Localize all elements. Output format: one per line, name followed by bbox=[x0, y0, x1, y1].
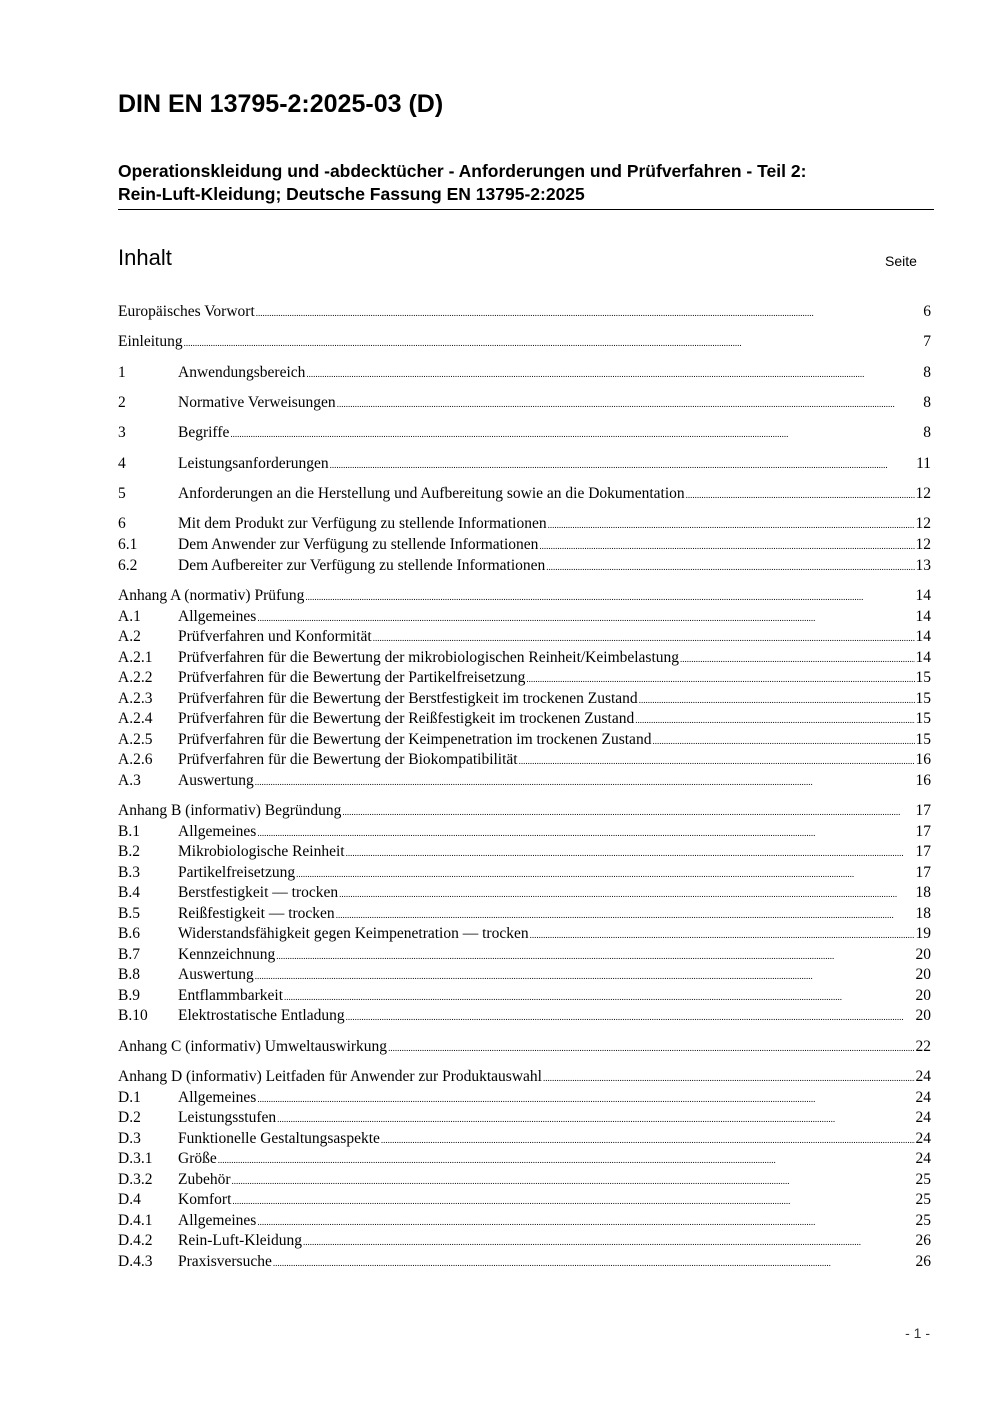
toc-entry-page: 24 bbox=[915, 1109, 931, 1126]
toc-entry[interactable] bbox=[118, 363, 931, 383]
toc-entry-number: D.3.1 bbox=[118, 1150, 153, 1167]
toc-entry-page: 26 bbox=[915, 1232, 931, 1249]
toc-leader-dots bbox=[519, 750, 915, 771]
toc-entry-number: A.3 bbox=[118, 772, 141, 789]
toc-entry[interactable] bbox=[118, 801, 931, 821]
toc-entry-number: D.4.1 bbox=[118, 1212, 153, 1229]
toc-entry-number: A.2.6 bbox=[118, 751, 153, 768]
toc-entry-number: D.1 bbox=[118, 1089, 141, 1106]
toc-leader-dots bbox=[230, 423, 922, 444]
toc-entry[interactable] bbox=[118, 302, 931, 322]
toc-leader-dots bbox=[303, 1231, 915, 1252]
toc-entry-title: Auswertung bbox=[178, 772, 254, 789]
toc-leader-dots bbox=[342, 801, 914, 822]
toc-entry-number: B.4 bbox=[118, 884, 140, 901]
toc-entry-page: 11 bbox=[916, 455, 931, 472]
toc-entry-title: Normative Verweisungen bbox=[178, 394, 336, 411]
toc-leader-dots bbox=[184, 332, 923, 353]
toc-entry[interactable] bbox=[118, 904, 931, 924]
toc-entry-title: Prüfverfahren für die Bewertung der Berstfestigkeit im trockenen Zustand bbox=[178, 690, 638, 707]
toc-entry[interactable] bbox=[118, 1149, 931, 1169]
toc-entry-title: Partikelfreisetzung bbox=[178, 864, 296, 881]
toc-entry[interactable] bbox=[118, 454, 931, 474]
toc-entry-page: 24 bbox=[915, 1068, 931, 1085]
toc-leader-dots bbox=[330, 454, 915, 475]
toc-entry-title: Allgemeines bbox=[178, 1089, 257, 1106]
toc-entry[interactable] bbox=[118, 709, 931, 729]
toc-entry-number: B.5 bbox=[118, 905, 140, 922]
toc-entry[interactable] bbox=[118, 1211, 931, 1231]
toc-entry[interactable] bbox=[118, 863, 931, 883]
toc-entry-number: 6.2 bbox=[118, 557, 138, 574]
toc-entry-number: A.2.4 bbox=[118, 710, 153, 727]
toc-leader-dots bbox=[232, 1190, 914, 1211]
toc-leader-dots bbox=[388, 1037, 914, 1058]
toc-entry-page: 24 bbox=[915, 1130, 931, 1147]
toc-entry-page: 8 bbox=[923, 394, 931, 411]
toc-entry[interactable] bbox=[118, 484, 931, 504]
toc-entry[interactable] bbox=[118, 842, 931, 862]
toc-entry-page: 22 bbox=[915, 1038, 931, 1055]
toc-entry-number: D.3.2 bbox=[118, 1171, 153, 1188]
toc-entry[interactable] bbox=[118, 556, 931, 576]
toc-entry-number: D.4 bbox=[118, 1191, 141, 1208]
toc-entry-number: B.9 bbox=[118, 987, 140, 1004]
toc-entry-number: 4 bbox=[118, 455, 126, 472]
toc-entry[interactable] bbox=[118, 393, 931, 413]
toc-entry[interactable] bbox=[118, 1088, 931, 1108]
toc-entry-page: 12 bbox=[915, 536, 931, 553]
toc-leader-dots bbox=[276, 945, 914, 966]
toc-leader-dots bbox=[257, 1088, 914, 1109]
toc-leader-dots bbox=[296, 863, 914, 884]
toc-leader-dots bbox=[346, 1006, 915, 1027]
toc-leader-dots bbox=[686, 484, 915, 505]
toc-entry-number: A.2.1 bbox=[118, 649, 153, 666]
toc-entry-title: Mit dem Produkt zur Verfügung zu stellende Informationen bbox=[178, 515, 547, 532]
toc-entry-title: Entflammbarkeit bbox=[178, 987, 284, 1004]
toc-entry-number: B.3 bbox=[118, 864, 140, 881]
toc-leader-dots bbox=[635, 709, 914, 730]
toc-entry[interactable] bbox=[118, 986, 931, 1006]
toc-leader-dots bbox=[257, 1211, 914, 1232]
toc-entry-page: 20 bbox=[915, 966, 931, 983]
toc-leader-dots bbox=[381, 1129, 915, 1150]
toc-leader-dots bbox=[652, 730, 914, 751]
toc-leader-dots bbox=[373, 627, 915, 648]
toc-entry-title: Mikrobiologische Reinheit bbox=[178, 843, 345, 860]
toc-entry-page: 25 bbox=[915, 1171, 931, 1188]
toc-entry[interactable] bbox=[118, 689, 931, 709]
toc-entry-page: 15 bbox=[915, 690, 931, 707]
toc-entry-title: Reißfestigkeit — trocken bbox=[178, 905, 335, 922]
toc-entry-page: 15 bbox=[915, 669, 931, 686]
toc-entry[interactable] bbox=[118, 1108, 931, 1128]
toc-leader-dots bbox=[680, 648, 914, 669]
toc-entry-title: Begriffe bbox=[178, 424, 230, 441]
toc-entry-title: Kennzeichnung bbox=[178, 946, 276, 963]
toc-leader-dots bbox=[256, 302, 922, 323]
toc-entry-title: Auswertung bbox=[178, 966, 254, 983]
toc-leader-dots bbox=[273, 1252, 915, 1273]
toc-entry[interactable] bbox=[118, 1190, 931, 1210]
toc-entry[interactable] bbox=[118, 668, 931, 688]
toc-entry-title: Allgemeines bbox=[178, 1212, 257, 1229]
toc-entry-title: Anhang B (informativ) Begründung bbox=[118, 802, 342, 819]
toc-entry-page: 20 bbox=[915, 946, 931, 963]
toc-entry-number: 2 bbox=[118, 394, 126, 411]
toc-entry-number: D.4.2 bbox=[118, 1232, 153, 1249]
toc-entry-title: Anhang D (informativ) Leitfaden für Anwender zur Produktauswahl bbox=[118, 1068, 542, 1085]
toc-entry[interactable] bbox=[118, 965, 931, 985]
toc-entry-number: A.1 bbox=[118, 608, 141, 625]
toc-entry-title: Prüfverfahren für die Bewertung der mikrobiologischen Reinheit/Keimbelastung bbox=[178, 649, 680, 666]
document-id: DIN EN 13795-2:2025-03 (D) bbox=[118, 90, 444, 118]
toc-leader-dots bbox=[530, 924, 915, 945]
toc-leader-dots bbox=[539, 535, 914, 556]
page-number: - 1 - bbox=[905, 1325, 930, 1341]
toc-entry-page: 17 bbox=[915, 823, 931, 840]
toc-leader-dots bbox=[337, 393, 923, 414]
toc-entry-title: Widerstandsfähigkeit gegen Keimpenetration — trocken bbox=[178, 925, 529, 942]
toc-entry[interactable] bbox=[118, 924, 931, 944]
toc-entry-title: Zubehör bbox=[178, 1171, 231, 1188]
toc-entry-number: B.10 bbox=[118, 1007, 148, 1024]
toc-entry-page: 17 bbox=[915, 864, 931, 881]
toc-entry-title: Dem Anwender zur Verfügung zu stellende Informationen bbox=[178, 536, 539, 553]
toc-entry-page: 24 bbox=[915, 1089, 931, 1106]
toc-entry-page: 20 bbox=[915, 987, 931, 1004]
toc-entry-title: Anhang C (informativ) Umweltauswirkung bbox=[118, 1038, 388, 1055]
toc-leader-dots bbox=[277, 1108, 914, 1129]
toc-entry-page: 14 bbox=[915, 649, 931, 666]
toc-entry-number: B.7 bbox=[118, 946, 140, 963]
toc-entry-title: Allgemeines bbox=[178, 823, 257, 840]
toc-entry-number: D.3 bbox=[118, 1130, 141, 1147]
toc-entry-page: 8 bbox=[923, 424, 931, 441]
document-title-line-2: Rein-Luft-Kleidung; Deutsche Fassung EN 13795-2:2025 bbox=[118, 184, 585, 204]
toc-entry-page: 6 bbox=[923, 303, 931, 320]
toc-entry-page: 7 bbox=[923, 333, 931, 350]
toc-entry-number: D.4.3 bbox=[118, 1253, 153, 1270]
toc-entry-page: 15 bbox=[915, 731, 931, 748]
toc-entry[interactable] bbox=[118, 1170, 931, 1190]
toc-leader-dots bbox=[257, 607, 914, 628]
toc-entry[interactable] bbox=[118, 607, 931, 627]
toc-entry-page: 18 bbox=[915, 905, 931, 922]
toc-entry[interactable] bbox=[118, 648, 931, 668]
toc-entry-number: D.2 bbox=[118, 1109, 141, 1126]
toc-leader-dots bbox=[284, 986, 914, 1007]
toc-heading: Inhalt bbox=[118, 245, 172, 270]
toc-entry-page: 17 bbox=[915, 802, 931, 819]
toc-entry-title: Allgemeines bbox=[178, 608, 257, 625]
toc-entry-number: 1 bbox=[118, 364, 126, 381]
toc-entry-page: 24 bbox=[915, 1150, 931, 1167]
toc-entry[interactable] bbox=[118, 1252, 931, 1272]
toc-entry[interactable] bbox=[118, 627, 931, 647]
toc-entry-page: 12 bbox=[915, 485, 931, 502]
toc-entry-page: 14 bbox=[915, 628, 931, 645]
toc-entry[interactable] bbox=[118, 1129, 931, 1149]
toc-entry-title: Größe bbox=[178, 1150, 217, 1167]
toc-entry-number: 5 bbox=[118, 485, 126, 502]
toc-entry-page: 25 bbox=[915, 1212, 931, 1229]
toc-entry-title: Anforderungen an die Herstellung und Aufbereitung sowie an die Dokumentation bbox=[178, 485, 685, 502]
toc-entry-title: Einleitung bbox=[118, 333, 183, 350]
toc-entry-page: 26 bbox=[915, 1253, 931, 1270]
toc-entry[interactable] bbox=[118, 945, 931, 965]
toc-entry-number: 6.1 bbox=[118, 536, 138, 553]
toc-entry-number: B.6 bbox=[118, 925, 140, 942]
toc-entry-title: Prüfverfahren für die Bewertung der Partikelfreisetzung bbox=[178, 669, 526, 686]
toc-entry-title: Prüfverfahren für die Bewertung der Keimpenetration im trockenen Zustand bbox=[178, 731, 652, 748]
toc-leader-dots bbox=[336, 904, 915, 925]
toc-entry[interactable] bbox=[118, 535, 931, 555]
toc-leader-dots bbox=[257, 822, 914, 843]
toc-entry[interactable] bbox=[118, 1067, 931, 1087]
toc-leader-dots bbox=[546, 556, 914, 577]
toc-entry[interactable] bbox=[118, 586, 931, 606]
toc-leader-dots bbox=[305, 586, 914, 607]
toc-entry-page: 17 bbox=[915, 843, 931, 860]
toc-entry-title: Komfort bbox=[178, 1191, 232, 1208]
toc-entry[interactable] bbox=[118, 822, 931, 842]
toc-entry-title: Prüfverfahren für die Bewertung der Reißfestigkeit im trockenen Zustand bbox=[178, 710, 635, 727]
toc-leader-dots bbox=[346, 842, 915, 863]
toc-leader-dots bbox=[526, 668, 914, 689]
toc-entry-number: B.8 bbox=[118, 966, 140, 983]
toc-entry-number: A.2.3 bbox=[118, 690, 153, 707]
toc-leader-dots bbox=[548, 514, 915, 535]
toc-entry[interactable] bbox=[118, 1037, 931, 1057]
toc-entry-page: 15 bbox=[915, 710, 931, 727]
toc-entry-number: A.2 bbox=[118, 628, 141, 645]
toc-entry-title: Prüfverfahren für die Bewertung der Biokompatibilität bbox=[178, 751, 518, 768]
toc-entry-number: B.1 bbox=[118, 823, 140, 840]
toc-entry[interactable] bbox=[118, 883, 931, 903]
toc-entry-page: 14 bbox=[915, 608, 931, 625]
toc-entry-title: Dem Aufbereiter zur Verfügung zu stellende Informationen bbox=[178, 557, 546, 574]
toc-leader-dots bbox=[255, 965, 915, 986]
toc-leader-dots bbox=[218, 1149, 915, 1170]
toc-entry-page: 19 bbox=[915, 925, 931, 942]
toc-entry-page: 25 bbox=[915, 1191, 931, 1208]
toc-entry-title: Rein-Luft-Kleidung bbox=[178, 1232, 302, 1249]
toc-entry-title: Anwendungsbereich bbox=[178, 364, 306, 381]
toc-entry-page: 12 bbox=[915, 515, 931, 532]
toc-entry-number: B.2 bbox=[118, 843, 140, 860]
toc-leader-dots bbox=[339, 883, 914, 904]
toc-entry-number: 6 bbox=[118, 515, 126, 532]
toc-entry[interactable] bbox=[118, 332, 931, 352]
toc-entry-title: Berstfestigkeit — trocken bbox=[178, 884, 339, 901]
toc-entry-title: Europäisches Vorwort bbox=[118, 303, 255, 320]
toc-entry[interactable] bbox=[118, 514, 931, 534]
toc-entry-number: 3 bbox=[118, 424, 126, 441]
toc-entry-page: 18 bbox=[915, 884, 931, 901]
toc-entry-number: A.2.5 bbox=[118, 731, 153, 748]
toc-entry-page: 16 bbox=[915, 751, 931, 768]
toc-entry-title: Anhang A (normativ) Prüfung bbox=[118, 587, 305, 604]
toc-leader-dots bbox=[639, 689, 915, 710]
toc-entry-title: Leistungsstufen bbox=[178, 1109, 277, 1126]
toc-entry-title: Leistungsanforderungen bbox=[178, 455, 329, 472]
toc-entry-title: Elektrostatische Entladung bbox=[178, 1007, 345, 1024]
toc-entry[interactable] bbox=[118, 1231, 931, 1251]
toc-leader-dots bbox=[306, 363, 922, 384]
toc-entry[interactable] bbox=[118, 1006, 931, 1026]
toc-leader-dots bbox=[232, 1170, 915, 1191]
toc-entry-title: Funktionelle Gestaltungsaspekte bbox=[178, 1130, 380, 1147]
toc-entry-page: 8 bbox=[923, 364, 931, 381]
toc-entry[interactable] bbox=[118, 730, 931, 750]
toc-page-column-heading: Seite bbox=[885, 253, 917, 269]
toc-entry-number: A.2.2 bbox=[118, 669, 153, 686]
toc-entry-page: 20 bbox=[915, 1007, 931, 1024]
toc-entry-title: Praxisversuche bbox=[178, 1253, 272, 1270]
toc-entry[interactable] bbox=[118, 423, 931, 443]
document-title-line-1: Operationskleidung und -abdecktücher - Anforderungen und Prüfverfahren - Teil 2: bbox=[118, 161, 807, 181]
toc-entry[interactable] bbox=[118, 750, 931, 770]
toc-leader-dots bbox=[543, 1067, 915, 1088]
toc-leader-dots bbox=[255, 771, 915, 792]
toc-entry-page: 16 bbox=[915, 772, 931, 789]
toc-entry-page: 13 bbox=[915, 557, 931, 574]
toc-entry-title: Prüfverfahren und Konformität bbox=[178, 628, 372, 645]
toc-entry-page: 14 bbox=[915, 587, 931, 604]
toc-entry[interactable] bbox=[118, 771, 931, 791]
